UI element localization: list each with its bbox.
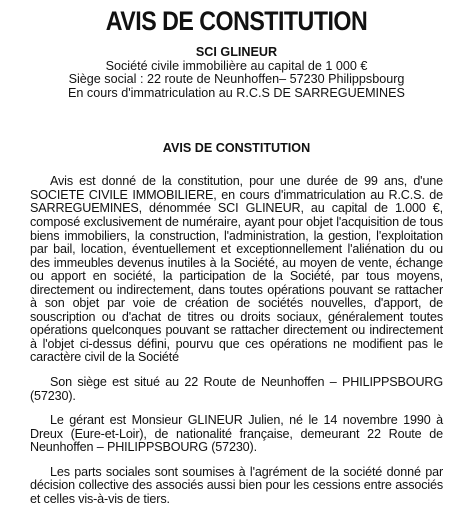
paragraph-share-transfer: Les parts sociales sont soumises à l'agrément de la société donné par décision collective des associés aussi bien pour les cessions entre associés et celles vis-à-vis de tiers. [30, 464, 443, 506]
company-header [30, 46, 443, 100]
company-form: Société civile immobilière au capital de 1 000 € [105, 58, 368, 73]
section-title: AVIS DE CONSTITUTION [162, 141, 311, 156]
paragraph-constitution: Avis est donné de la constitution, pour une durée de 99 ans, d'une SOCIETE CIVILE IMMOBILIERE, en cours d'immatriculation au R.C.S. de SARREGUEMINES, dénommée SCI GLINEUR, au capital de 1.000 €, composé exclusivement de numéraire, ayant pour objet l'acquisition de tous biens immobiliers, la construction, l'administration, la gestion, l'exploitation par bail, location, éventuellement et exceptionnellement l'aliénation du ou des immeubles devenus inutiles à la Société, au moyen de vente, échange ou apport en société, la participation de la Société, par tous moyens, directement ou indirectement, dans toutes opérations pouvant se rattacher à son objet par voie de création de sociétés nouvelles, d'apport, de souscription ou d'achat de titres ou droits sociaux, généralement toutes opérations quelconques pouvant se rattacher directement ou indirectement à l'objet ci-dessus défini, pourvu que ces opérations ne modifient pas le caractère civil de la Société [30, 174, 443, 365]
paragraph-registered-office: Son siège est situé au 22 Route de Neunhoffen – PHILIPPSBOURG (57230). [30, 375, 443, 403]
notice-body [30, 175, 443, 506]
registration-status: En cours d'immatriculation au R.C.S DE SARREGUEMINES [68, 85, 405, 100]
notice-main-title: AVIS DE CONSTITUTION [105, 6, 368, 36]
paragraph-manager: Le gérant est Monsieur GLINEUR Julien, né le 14 novembre 1990 à Dreux (Eure-et-Loir), de nationalité française, demeurant 22 Route de Neunhoffen – PHILIPPSBOURG (57230). [30, 413, 443, 455]
company-name: SCI GLINEUR [195, 45, 278, 59]
registered-office: Siège social : 22 route de Neunhoffen– 57230 Philippsbourg [68, 72, 405, 87]
